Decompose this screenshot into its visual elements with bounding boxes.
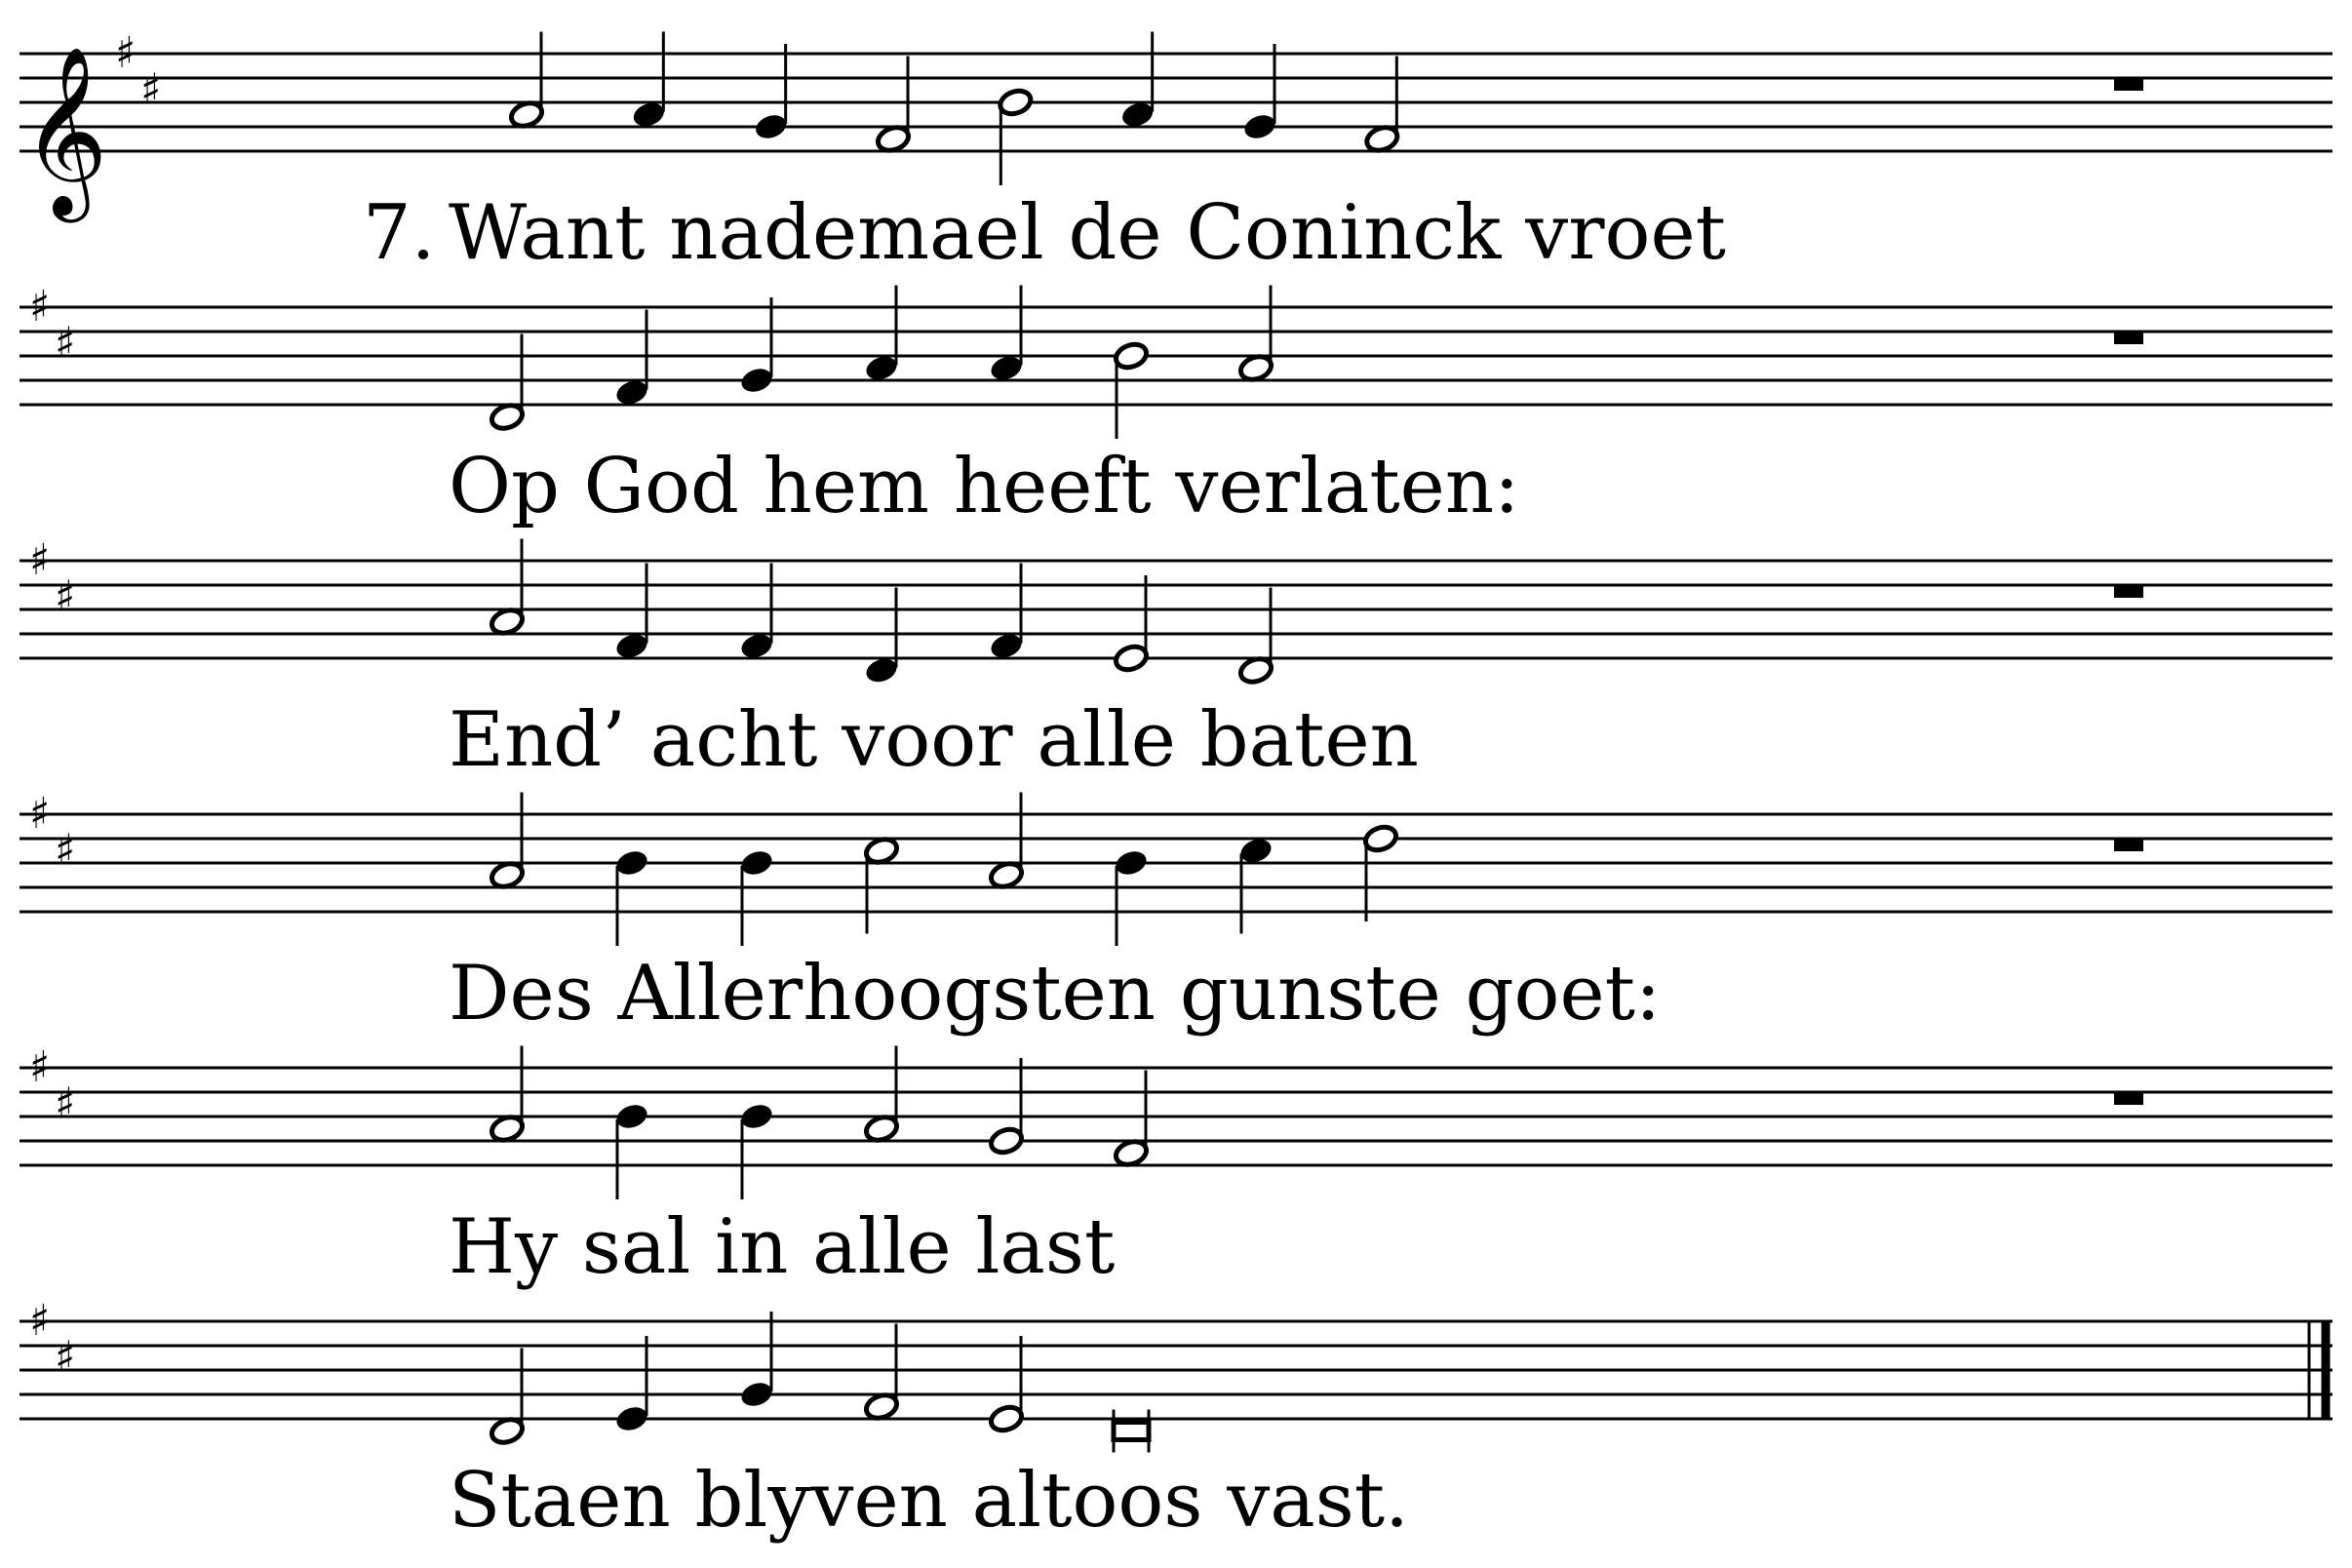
note [489, 539, 526, 638]
lyric-line: Want nademael de Coninck vroet [449, 189, 1726, 277]
note [875, 57, 912, 155]
quarter-notehead [738, 365, 775, 396]
note [613, 1101, 650, 1199]
sharp-f-icon: ♯ [115, 28, 137, 78]
note [863, 286, 900, 384]
note [1113, 1071, 1150, 1169]
half-notehead [1113, 340, 1150, 372]
half-notehead [988, 1125, 1025, 1156]
note [1114, 1410, 1149, 1453]
note [738, 1312, 775, 1410]
verse-number: 7. [363, 189, 436, 277]
staff-system [20, 282, 2332, 530]
note [1362, 823, 1399, 921]
note [1113, 847, 1150, 946]
half-notehead [998, 87, 1035, 118]
sharp-c-icon: ♯ [140, 64, 162, 115]
quarter-notehead [738, 847, 775, 879]
quarter-notehead [613, 1101, 650, 1132]
lyric-line: Des Allerhoogsten gunste goet: [449, 950, 1662, 1038]
sharp-c-icon: ♯ [55, 571, 76, 622]
breve-notehead [1114, 1423, 1149, 1440]
staff-system [20, 535, 2332, 784]
staff-system [20, 789, 2332, 1038]
quarter-notehead [613, 1403, 650, 1434]
note [738, 297, 775, 396]
note [1237, 286, 1274, 384]
note [489, 1046, 526, 1145]
note [1364, 57, 1401, 155]
note [508, 32, 545, 131]
note [1113, 340, 1150, 439]
sharp-f-icon: ♯ [29, 789, 51, 839]
lyric-line: Staen blyven altoos vast. [449, 1457, 1409, 1545]
lyric-line: Op God hem heeft verlaten: [449, 443, 1520, 530]
quarter-notehead [1241, 111, 1278, 142]
half-rest-icon [2114, 585, 2143, 598]
note [988, 1058, 1025, 1156]
note [1113, 575, 1150, 674]
sharp-f-icon: ♯ [29, 535, 51, 585]
note [988, 286, 1025, 384]
note [753, 44, 790, 142]
sharp-f-icon: ♯ [29, 1296, 51, 1346]
half-rest-icon [2114, 839, 2143, 851]
note [613, 310, 650, 409]
staff-system [20, 28, 2332, 277]
quarter-notehead [753, 111, 790, 142]
staff-system [20, 1296, 2332, 1545]
staff-system [20, 1042, 2332, 1291]
sharp-c-icon: ♯ [55, 1332, 76, 1383]
half-rest-icon [2114, 1092, 2143, 1105]
sharp-f-icon: ♯ [29, 282, 51, 332]
half-notehead [1113, 643, 1150, 674]
half-notehead [1362, 823, 1399, 854]
lyric-line: End’ acht voor alle baten [449, 696, 1419, 784]
note [489, 1349, 526, 1447]
sharp-c-icon: ♯ [55, 825, 76, 876]
lyric-line: Hy sal in alle last [449, 1203, 1116, 1291]
note [613, 564, 650, 662]
sharp-c-icon: ♯ [55, 318, 76, 369]
note [613, 1336, 650, 1434]
half-rest-icon [2114, 332, 2143, 344]
note [1237, 588, 1274, 686]
note [863, 1046, 900, 1145]
note [1237, 836, 1274, 934]
note [988, 1336, 1025, 1434]
note [863, 588, 900, 686]
note [613, 847, 650, 946]
note [738, 847, 775, 946]
sharp-c-icon: ♯ [55, 1078, 76, 1129]
treble-clef-icon: 𝄞 [21, 46, 108, 216]
note [998, 87, 1035, 185]
half-rest-icon [2114, 78, 2143, 91]
note [988, 793, 1025, 891]
note [1119, 32, 1156, 131]
note [631, 32, 668, 131]
quarter-notehead [1113, 847, 1150, 879]
note [738, 1101, 775, 1199]
note [863, 836, 900, 934]
note [738, 564, 775, 662]
note [1241, 44, 1278, 142]
half-notehead [988, 1403, 1025, 1434]
quarter-notehead [738, 1101, 775, 1132]
note [988, 564, 1025, 662]
quarter-notehead [613, 847, 650, 879]
note [489, 793, 526, 891]
sharp-f-icon: ♯ [29, 1042, 51, 1092]
note [863, 1324, 900, 1423]
note [489, 334, 526, 433]
quarter-notehead [738, 1379, 775, 1410]
